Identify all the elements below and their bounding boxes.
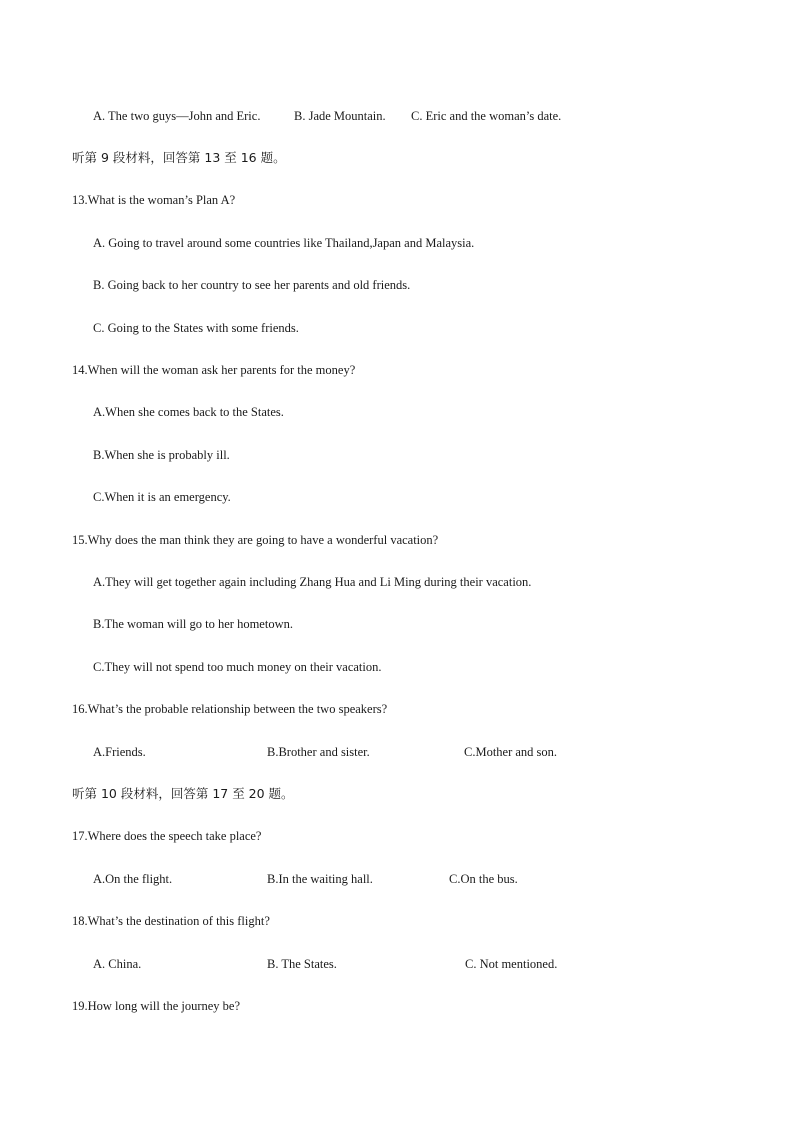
question-17: 17.Where does the speech take place? (72, 829, 262, 843)
question-16-option-c: C.Mother and son. (464, 745, 558, 759)
option-b-text: B. Jade Mountain. (294, 109, 386, 123)
question-17-option-b: B.In the waiting hall. (267, 872, 373, 886)
question-14-option-b: B.When she is probably ill. (93, 448, 230, 462)
question-17-option-a: A.On the flight. (93, 872, 173, 886)
option-a-text: A. The two guys—John and Eric. (93, 109, 261, 123)
question-14-option-a: A.When she comes back to the States. (93, 405, 284, 419)
question-15-option-c: C.They will not spend too much money on their vacation. (93, 660, 382, 674)
question-19: 19.How long will the journey be? (72, 999, 241, 1013)
question-14-option-c: C.When it is an emergency. (93, 490, 231, 504)
question-13-option-a: A. Going to travel around some countries like Thailand,Japan and Malaysia. (93, 236, 475, 250)
question-16-option-a: A.Friends. (93, 745, 146, 759)
question-18: 18.What’s the destination of this flight? (72, 914, 270, 928)
question-18-option-a: A. China. (93, 957, 142, 971)
question-18-option-c: C. Not mentioned. (465, 957, 558, 971)
option-c-text: C. Eric and the woman’s date. (411, 109, 562, 123)
question-13-option-c: C. Going to the States with some friends. (93, 321, 299, 335)
section-heading-9: 听第 9 段材料，回答第 13 至 16 题。 (72, 150, 286, 165)
question-13: 13.What is the woman’s Plan A? (72, 193, 236, 207)
question-13-option-b: B. Going back to her country to see her parents and old friends. (93, 278, 411, 292)
question-14: 14.When will the woman ask her parents for the money? (72, 363, 356, 377)
question-15-option-b: B.The woman will go to her hometown. (93, 617, 293, 631)
question-17-option-c: C.On the bus. (449, 872, 518, 886)
question-16-option-b: B.Brother and sister. (267, 745, 370, 759)
question-15-option-a: A.They will get together again including Zhang Hua and Li Ming during their vacation. (93, 575, 532, 589)
question-15: 15.Why does the man think they are going to have a wonderful vacation? (72, 533, 439, 547)
section-heading-10: 听第 10 段材料，回答第 17 至 20 题。 (72, 786, 294, 801)
question-16: 16.What’s the probable relationship between the two speakers? (72, 702, 388, 716)
question-18-option-b: B. The States. (267, 957, 337, 971)
